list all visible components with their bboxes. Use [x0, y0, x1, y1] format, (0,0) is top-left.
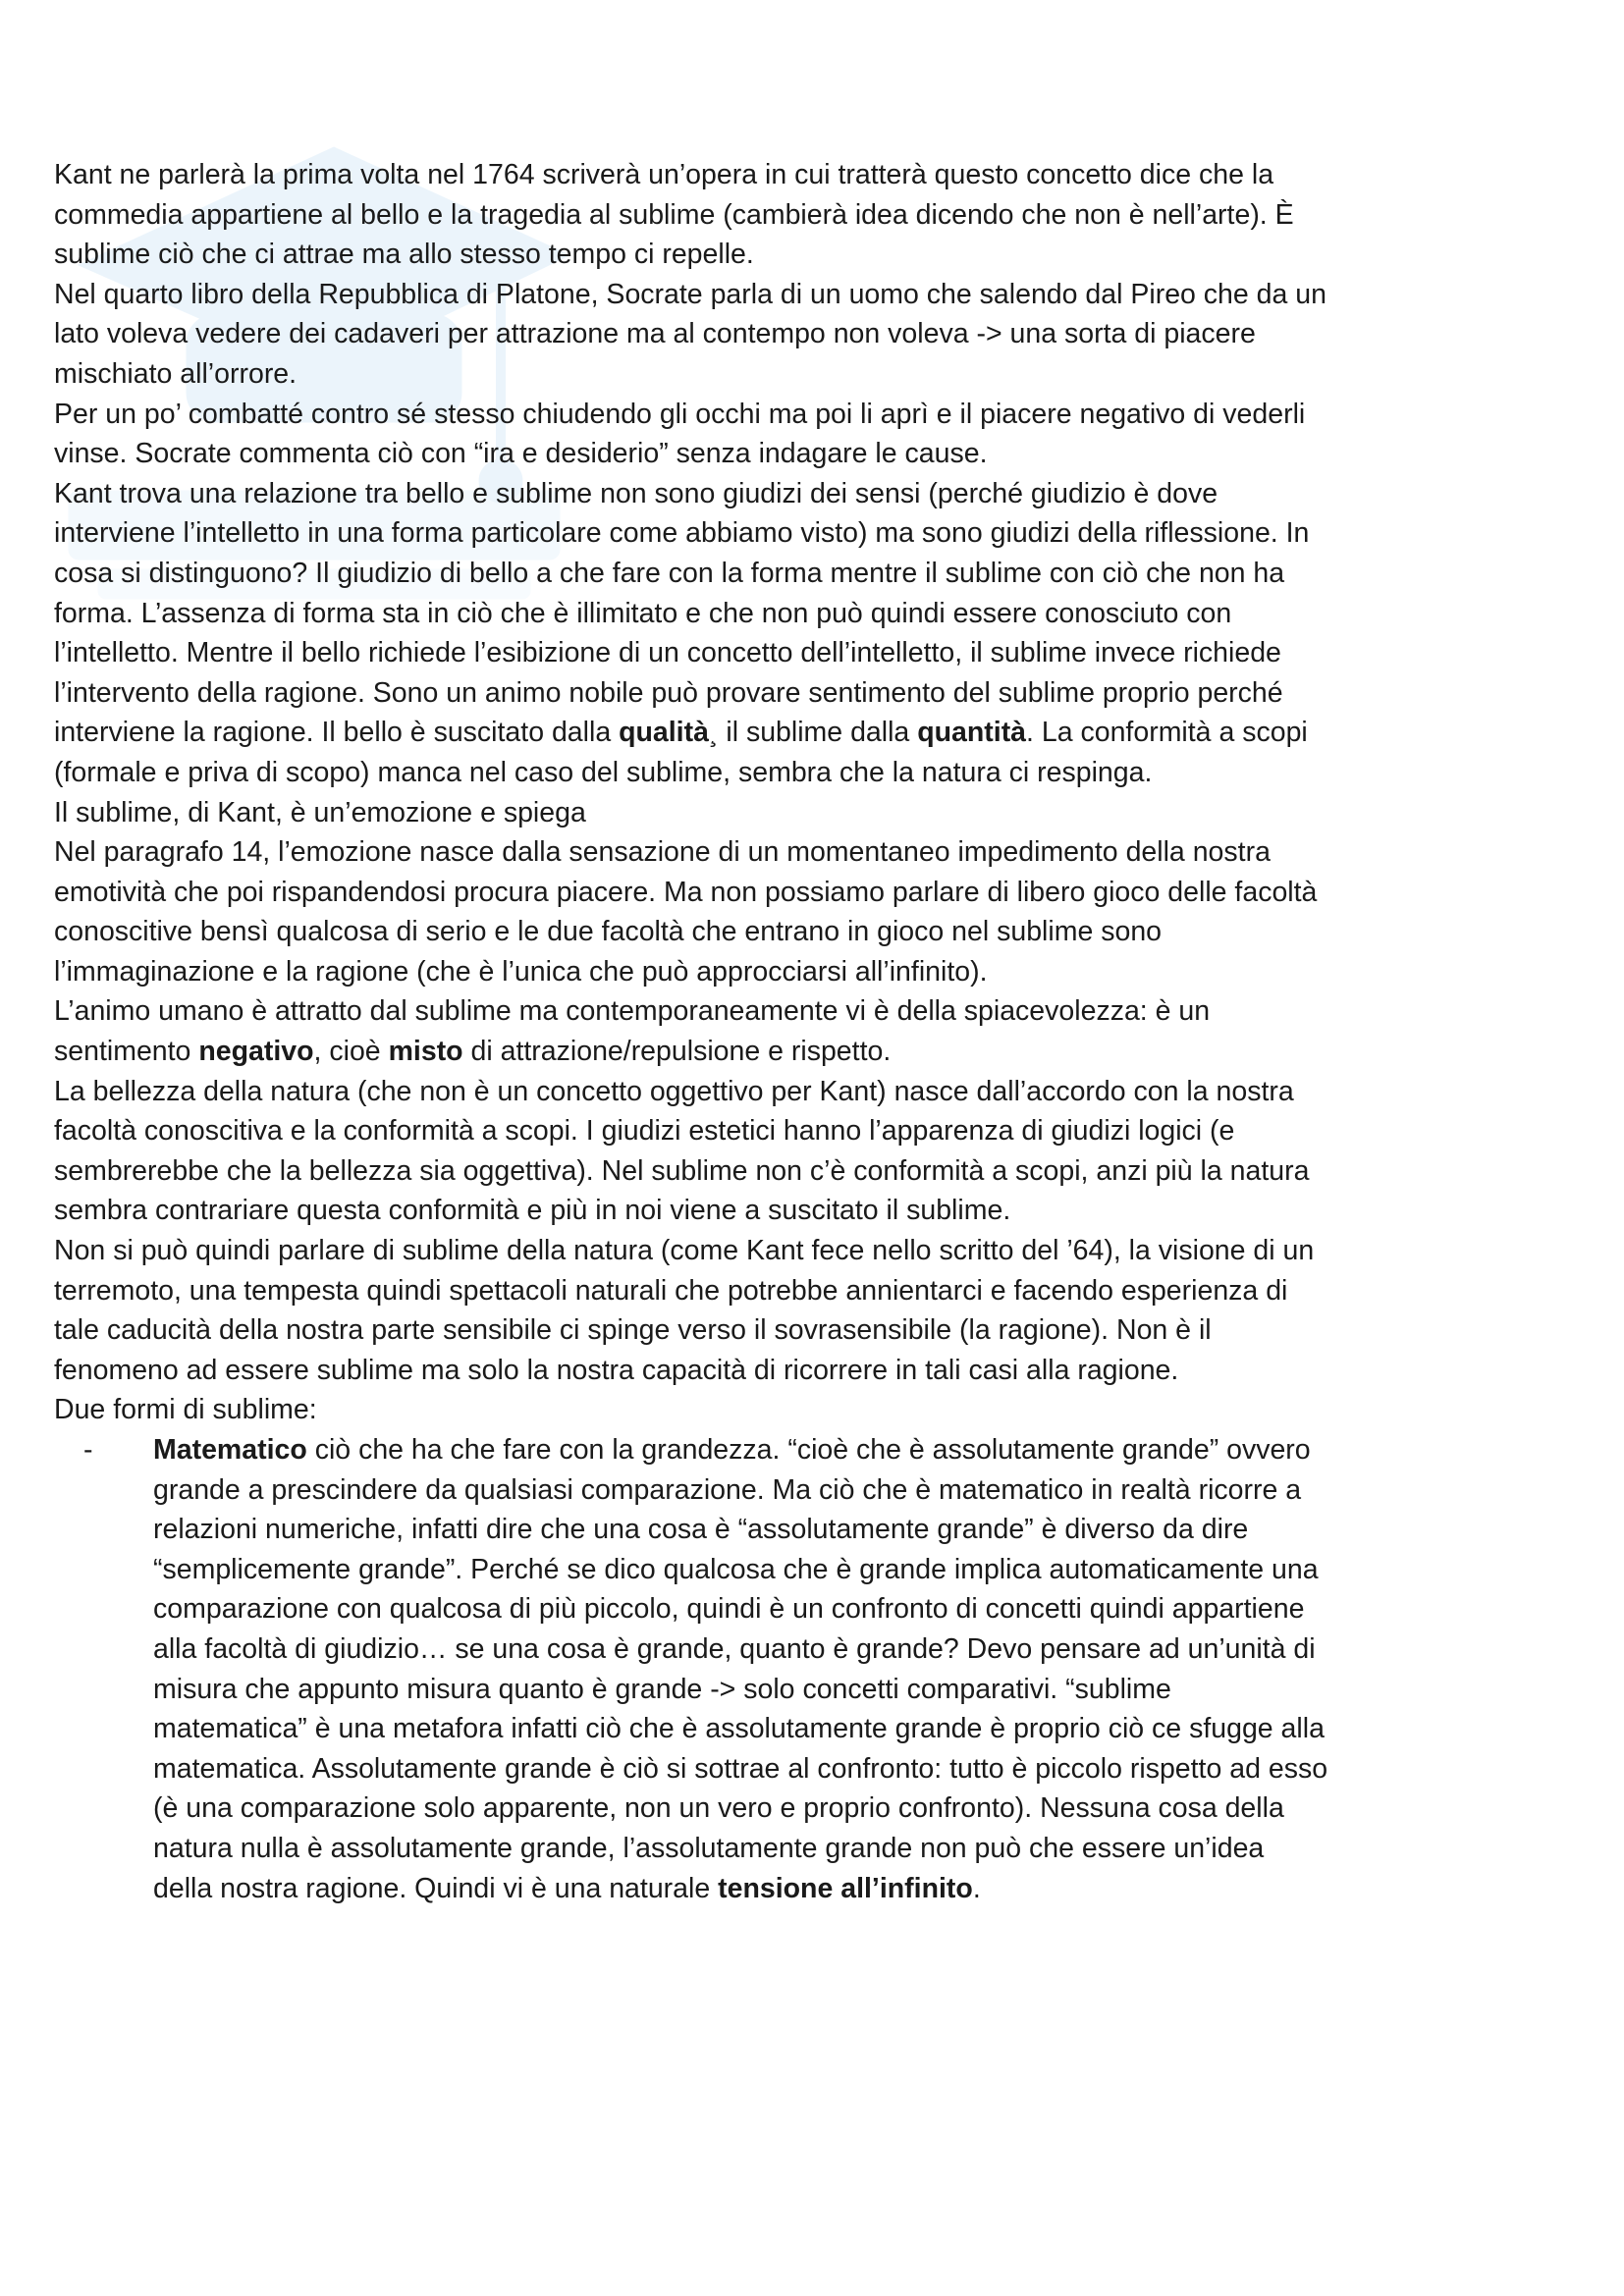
- dash-bullet: -: [83, 1434, 93, 1466]
- paragraph-list: [54, 155, 1330, 1430]
- text-run: Kant ne parlerà la prima volta nel 1764 scriverà un’opera in cui tratterà questo concetto dice che la commedia appartiene al bello e la tragedia al sublime (cambierà idea dicendo che non è nell’arte). È sublime ciò che ci attrae ma allo stesso tempo ci repelle.: [54, 159, 1294, 271]
- text-run: Kant trova una relazione tra bello e sublime non sono giudizi dei sensi (perché giudizio è dove interviene l’intelletto in una forma particolare come abbiamo visto) ma sono giudizi della riflessione. In cosa si distinguono? Il giudizio di bello a che fare con la forma mentre il sublime con ciò che non ha forma. L’assenza di forma sta in ciò che è illimitato e che non può quindi essere conosciuto con l’intelletto. Mentre il bello richiede l’esibizione di un concetto dell’intelletto, il sublime invece richiede l’intervento della ragione. Sono un animo nobile può provare sentimento del sublime proprio perché interviene la ragione. Il bello è suscitato dalla: [54, 477, 1310, 749]
- document-page: [54, 155, 1330, 1908]
- paragraph: [54, 275, 1330, 395]
- bold-text: quantità: [917, 717, 1027, 749]
- paragraph: [54, 793, 1330, 833]
- paragraph: [54, 1231, 1330, 1390]
- text-run: , cioè: [313, 1036, 389, 1068]
- text-run: .: [972, 1872, 981, 1904]
- text-run: di attrazione/repulsione e rispetto.: [462, 1036, 892, 1068]
- bullet-list: [54, 1430, 1330, 1908]
- paragraph: [54, 832, 1330, 991]
- text-run: L’animo umano è attratto dal sublime ma contemporaneamente vi è della spiacevolezza: è un sentimento: [54, 995, 1211, 1068]
- text-run: La bellezza della natura (che non è un concetto oggettivo per Kant) nasce dall’accordo con la nostra facoltà conoscitiva e la conformità a scopi. I giudizi estetici hanno l’apparenza di giudizi logici (e sembrerebbe che la bellezza sia oggettiva). Nel sublime non c’è conformità a scopi, anzi più la natura sembra contrariare questa conformità e più in noi viene a suscitato il sublime.: [54, 1075, 1310, 1227]
- paragraph: [54, 474, 1330, 793]
- paragraph: [54, 155, 1330, 275]
- bold-text: misto: [388, 1036, 463, 1068]
- list-item-text: [153, 1434, 1327, 1904]
- paragraph: [54, 991, 1330, 1071]
- bold-text: tensione all’infinito: [718, 1872, 973, 1904]
- paragraph: [54, 395, 1330, 474]
- text-run: ¸ il sublime dalla: [708, 717, 918, 749]
- text-run: . La conformità a scopi (formale e priva di scopo) manca nel caso del sublime, sembra che la natura ci respinga.: [54, 717, 1308, 788]
- paragraph: [54, 1390, 1330, 1430]
- text-run: Due formi di sublime:: [54, 1394, 317, 1426]
- paragraph: [54, 1072, 1330, 1231]
- text-run: Nel quarto libro della Repubblica di Platone, Socrate parla di un uomo che salendo dal Pireo che da un lato voleva vedere dei cadaveri per attrazione ma al contempo non voleva -> una sorta di piacere mischiato all’orrore.: [54, 278, 1326, 390]
- list-item: [54, 1430, 1330, 1908]
- text-run: ciò che ha che fare con la grandezza. “cioè che è assolutamente grande” ovvero grande a prescindere da qualsiasi comparazione. Ma ciò che è matematico in realtà ricorre a relazioni numeriche, infatti dire che una cosa è “assolutamente grande” è diverso da dire “semplicemente grande”. Perché se dico qualcosa che è grande implica automaticamente una comparazione con qualcosa di più piccolo, quindi è un confronto di concetti quindi appartiene alla facoltà di giudizio… se una cosa è grande, quanto è grande? Devo pensare ad un’unità di misura che appunto misura quanto è grande -> solo concetti comparativi. “sublime matematica” è una metafora infatti ciò che è assolutamente grande è proprio ciò ce sfugge alla matematica. Assolutamente grande è ciò si sottrae al confronto: tutto è piccolo rispetto ad esso (è una comparazione solo apparente, non un vero e proprio confronto). Nessuna cosa della natura nulla è assolutamente grande, l’assolutamente grande non può che essere un’idea della nostra ragione. Quindi vi è una naturale: [153, 1434, 1328, 1904]
- bold-text: Matematico: [153, 1434, 307, 1466]
- text-run: Non si può quindi parlare di sublime della natura (come Kant fece nello scritto del ’64), la visione di un terremoto, una tempesta quindi spettacoli naturali che potrebbe annientarci e facendo esperienza di tale caducità della nostra parte sensibile ci spinge verso il sovrasensibile (la ragione). Non è il fenomeno ad essere sublime ma solo la nostra capacità di ricorrere in tali casi alla ragione.: [54, 1235, 1315, 1386]
- text-run: Per un po’ combatté contro sé stesso chiudendo gli occhi ma poi li aprì e il piacere negativo di vederli vinse. Socrate commenta ciò con “ira e desiderio” senza indagare le cause.: [54, 398, 1306, 470]
- bold-text: qualità: [619, 717, 709, 749]
- text-run: Nel paragrafo 14, l’emozione nasce dalla sensazione di un momentaneo impedimento della nostra emotività che poi rispandendosi procura piacere. Ma non possiamo parlare di libero gioco delle facoltà conoscitive bensì qualcosa di serio e le due facoltà che entrano in gioco nel sublime sono l’immaginazione e la ragione (che è l’unica che può approcciarsi all’infinito).: [54, 836, 1318, 988]
- text-run: Il sublime, di Kant, è un’emozione e spiega: [54, 796, 586, 828]
- bold-text: negativo: [198, 1036, 314, 1068]
